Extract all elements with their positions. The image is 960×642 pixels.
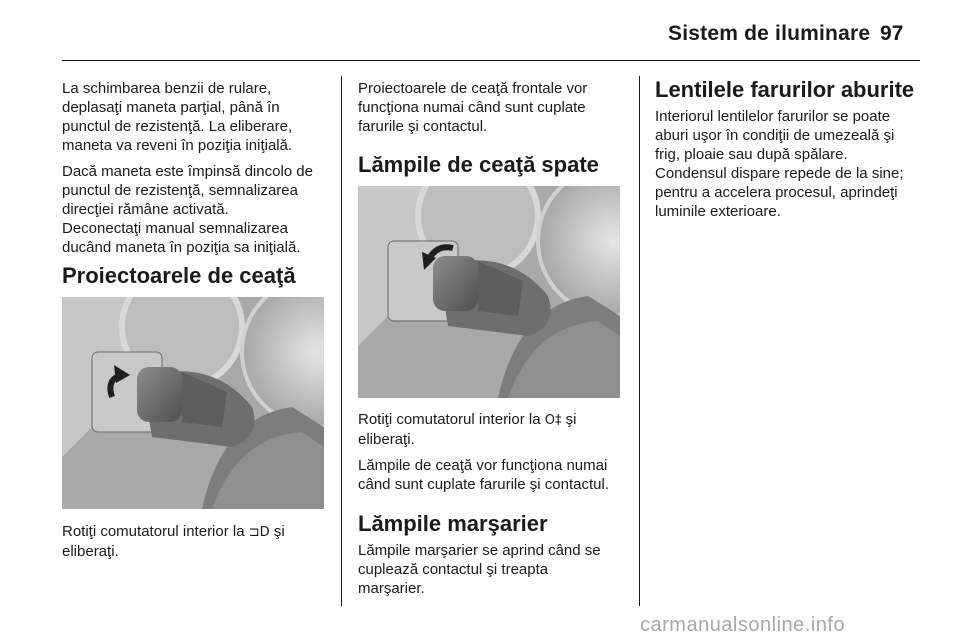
rear-fog-text (358, 410, 630, 501)
column-divider-left (341, 76, 342, 606)
column-2 (358, 79, 630, 143)
front-fog-heading: Proiectoarele de ceaţă (62, 263, 296, 288)
column-1 (62, 79, 334, 264)
fogged-lenses-paragraph: Interiorul lentilelor farurilor se poate aburi uşor în condiţii de umezeală şi frig, ploaie sau după spălare. Condensul dispare repede de la sine; pentru a accelera procesul, aprindeţi luminile exterioare. (655, 108, 904, 220)
caption-text-start: Rotiţi comutatorul interior la (62, 523, 249, 540)
rear-fog-condition-paragraph: Lămpile de ceaţă vor funcţiona numai când sunt cuplate farurile şi contactul. (358, 457, 609, 493)
caption-text-end: şi eliberaţi. (62, 523, 285, 560)
column-divider-right (639, 76, 640, 606)
column-3 (655, 107, 955, 228)
lane-change-paragraph: La schimbarea benzii de rulare, deplasaţi maneta parţial, până în punctul de rezistenţă. La eliberare, maneta va reveni în poziţia iniţială. (62, 80, 293, 154)
caption-text-end: şi eliberaţi. (358, 411, 577, 448)
page-number: 97 (880, 22, 904, 45)
reverse-lights-paragraph: Lămpile marşarier se aprind când se cuplează contactul şi treapta marşarier. (358, 542, 601, 597)
watermark: carmanualsonline.info (640, 614, 846, 636)
rear-fog-light-icon: O‡ (544, 413, 562, 428)
turn-signal-paragraph: Dacă maneta este împinsă dincolo de punctul de rezistenţă, semnalizarea direcţiei rămâne activată. Deconectaţi manual semnalizarea ducând maneta în poziţia sa iniţială. (62, 163, 313, 256)
header-divider (62, 60, 920, 61)
page-header-title: Sistem de iluminare (668, 22, 871, 45)
rear-fog-switch-illustration (358, 186, 620, 398)
reverse-lights-text (358, 541, 630, 605)
caption-text-start: Rotiţi comutatorul interior la (358, 411, 545, 428)
front-fog-caption (62, 522, 334, 568)
fogged-lenses-heading: Lentilele farurilor aburite (655, 77, 915, 102)
front-fog-switch-illustration (62, 297, 324, 509)
reverse-lights-heading: Lămpile marşarier (358, 511, 548, 536)
front-fog-light-icon: ⊐D (248, 525, 270, 540)
rear-fog-heading: Lămpile de ceaţă spate (358, 152, 599, 177)
front-fog-condition-paragraph: Proiectoarele de ceaţă frontale vor funcţiona numai când sunt cuplate farurile şi contactul. (358, 80, 588, 135)
